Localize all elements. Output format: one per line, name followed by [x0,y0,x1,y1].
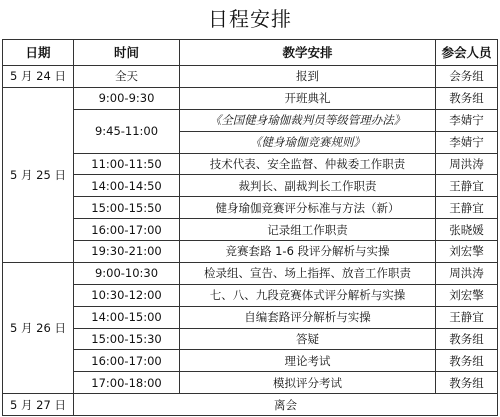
content-cell: 答疑 [180,328,436,350]
content-cell: 理论考试 [180,350,436,372]
people-cell: 周洪涛 [436,262,498,284]
people-cell: 教务组 [436,328,498,350]
content-cell: 竞赛套路 1-6 段评分解析与实操 [180,241,436,263]
header-content: 教学安排 [180,40,436,66]
content-cell: 健身瑜伽竞赛评分标准与方法（新） [180,197,436,219]
time-cell: 16:00-17:00 [74,219,180,241]
people-cell: 刘宏擎 [436,241,498,263]
people-cell: 教务组 [436,350,498,372]
table-row [3,175,498,197]
people-cell: 刘宏擎 [436,284,498,306]
table-row [3,153,498,175]
table-header-row [3,40,498,66]
date-cell: 5 月 24 日 [3,66,74,88]
table-row [3,306,498,328]
time-cell: 11:00-11:50 [74,153,180,175]
date-cell: 5 月 27 日 [3,394,74,416]
content-cell: 离会 [74,394,498,416]
time-cell: 9:00-9:30 [74,87,180,109]
table-row [3,219,498,241]
time-cell: 14:00-15:00 [74,306,180,328]
time-cell: 15:00-15:30 [74,328,180,350]
people-cell: 教务组 [436,372,498,394]
date-cell: 5 月 26 日 [3,262,74,393]
time-cell: 15:00-15:50 [74,197,180,219]
people-cell: 李婧宁 [436,109,498,131]
people-cell: 李婧宁 [436,131,498,153]
people-cell: 王静宜 [436,306,498,328]
content-cell: 自编套路评分解析与实操 [180,306,436,328]
header-people: 参会人员 [436,40,498,66]
content-cell: 《健身瑜伽竞赛规则》 [180,131,436,153]
table-row [3,284,498,306]
people-cell: 张晓媛 [436,219,498,241]
table-row [3,328,498,350]
content-cell: 开班典礼 [180,87,436,109]
content-cell: 《全国健身瑜伽裁判员等级管理办法》 [180,109,436,131]
table-row [3,241,498,263]
table-row [3,66,498,88]
time-cell: 16:00-17:00 [74,350,180,372]
header-date: 日期 [3,40,74,66]
time-cell: 9:45-11:00 [74,109,180,153]
content-cell: 裁判长、副裁判长工作职责 [180,175,436,197]
time-cell: 10:30-12:00 [74,284,180,306]
table-row [3,394,498,416]
table-row [3,87,498,109]
content-cell: 记录组工作职责 [180,219,436,241]
people-cell: 王静宜 [436,175,498,197]
content-cell: 七、八、九段竞赛体式评分解析与实操 [180,284,436,306]
time-cell: 19:30-21:00 [74,241,180,263]
time-cell: 17:00-18:00 [74,372,180,394]
people-cell: 会务组 [436,66,498,88]
time-cell: 全天 [74,66,180,88]
page-title: 日程安排 [208,7,292,31]
content-cell: 模拟评分考试 [180,372,436,394]
table-row [3,109,498,131]
header-time: 时间 [74,40,180,66]
content-cell: 检录组、宣告、场上指挥、放音工作职责 [180,262,436,284]
content-cell: 报到 [180,66,436,88]
time-cell: 9:00-10:30 [74,262,180,284]
table-row [3,262,498,284]
table-row [3,372,498,394]
content-cell: 技术代表、安全监督、仲裁委工作职责 [180,153,436,175]
people-cell: 王静宜 [436,197,498,219]
schedule-table [2,39,498,416]
table-row [3,350,498,372]
people-cell: 周洪涛 [436,153,498,175]
table-row [3,197,498,219]
date-cell: 5 月 25 日 [3,87,74,262]
people-cell: 教务组 [436,87,498,109]
time-cell: 14:00-14:50 [74,175,180,197]
